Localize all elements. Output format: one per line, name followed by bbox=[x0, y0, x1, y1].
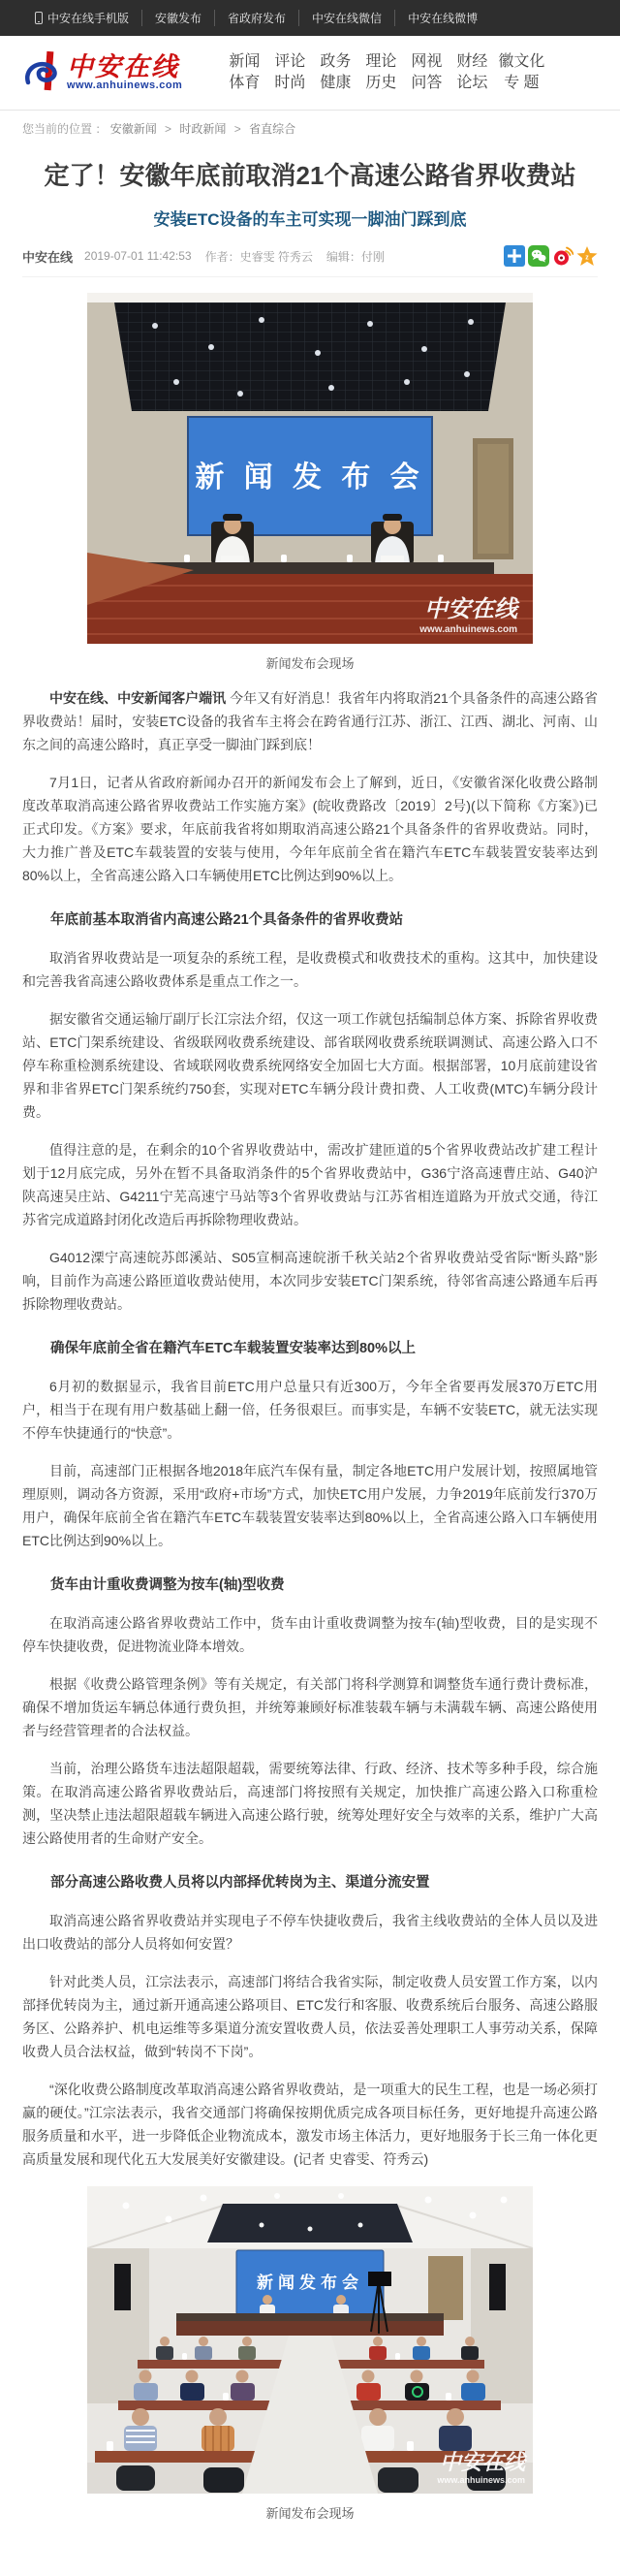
logo-title: 中安在线 bbox=[67, 52, 179, 81]
article-paragraph: 当前，治理公路货车违法超限超载，需要统筹法律、行政、经济、技术等多种手段，综合施策。在取消高速公路省界收费站后，高速部门将按照有关规定，加快推广高速公路入口称重检测，坚决禁止违法超限超载车辆进入高速公路行驶，统筹处理好安全与效率的关系，维护广大高速公路使用者的生命财产安全。 bbox=[22, 1761, 598, 1846]
site-header bbox=[22, 36, 598, 110]
topbar-link-label: 中安在线手机版 bbox=[47, 12, 130, 25]
nav-item-news-sports[interactable]: 新闻 体育 bbox=[229, 53, 261, 91]
source-label: 中安在线 bbox=[22, 249, 74, 265]
breadcrumb-label: 您当前的位置 ： bbox=[22, 122, 108, 136]
article-paragraph: 取消省界收费站是一项复杂的系统工程，是收费模式和收费技术的重构。这其中，加快建设和完善我省高速公路收费体系是重点工作之一。 bbox=[22, 950, 598, 989]
main-nav bbox=[223, 51, 549, 94]
photo-watermark bbox=[418, 596, 520, 635]
nav-item-finance-forum[interactable]: 财经 论坛 bbox=[456, 53, 488, 91]
svg-text:www.anhuinews.com: www.anhuinews.com bbox=[419, 624, 517, 635]
site-logo[interactable] bbox=[22, 49, 182, 96]
svg-text:www.anhuinews.com: www.anhuinews.com bbox=[437, 2475, 525, 2485]
photo-watermark-2 bbox=[436, 2450, 528, 2485]
logo-swoosh-icon bbox=[22, 49, 63, 96]
article-paragraph: G4012溧宁高速皖苏郎溪站、S05宣桐高速皖浙千秋关站2个省界收费站受省际“断头路”影响，目前作为高速公路匝道收费站使用，本次同步安装ETC门架系统，待邻省高速公路通车后再拆除物理收费站。 bbox=[22, 1250, 598, 1312]
article-paragraph: “深化收费公路制度改革取消高速公路省界收费站，是一项重大的民生工程，也是一场必须打赢的硬仗。”江宗法表示，我省交通部门将确保按期优质完成各项目标任务，更好地提升高速公路服务质量和水平，进一步降低企业物流成本，激发市场主体活力，更好地服务于长三角一体化更高质量发展和现代化五大发展美好安徽建设。(记者 史睿雯、符秀云) bbox=[22, 2082, 598, 2167]
nav-item-comment-fashion[interactable]: 评论 时尚 bbox=[274, 53, 306, 91]
share-bar bbox=[501, 245, 598, 267]
section-heading: 确保年底前全省在籍汽车ETC车载装置安装率达到80%以上 bbox=[50, 1341, 417, 1356]
page-title: 定了！安徽年底前取消21个高速公路省界收费站 bbox=[44, 161, 576, 190]
press-conference-figure-1 bbox=[22, 293, 598, 672]
article-paragraph: 取消高速公路省界收费站并实现电子不停车快捷收费后，我省主线收费站的全体人员以及进出口收费站的部分人员将如何安置？ bbox=[22, 1913, 598, 1952]
nav-item-theory-history[interactable]: 理论 历史 bbox=[365, 53, 397, 91]
nav-item-culture-special[interactable]: 徽文化 专 题 bbox=[498, 53, 545, 91]
nav-item-video-qa[interactable]: 网视 问答 bbox=[411, 53, 443, 91]
press-conference-figure-2 bbox=[22, 2186, 598, 2522]
svg-text:z: z bbox=[585, 254, 589, 262]
screen-banner-text-2: 新闻发布会 bbox=[257, 2274, 363, 2292]
breadcrumb: 您当前的位置 ： 安徽新闻 > 时政新闻 > 省直综合 bbox=[22, 122, 296, 136]
publish-datetime: 2019-07-01 11:42:53 bbox=[84, 249, 192, 263]
article-paragraphs bbox=[22, 686, 598, 2171]
article-paragraph: 针对此类人员，江宗法表示，高速部门将结合我省实际，制定收费人员安置工作方案，以内部择优转岗为主，通过新开通高速公路项目、ETC发行和客服、收费系统后台服务、高速公路服务区、公路养护、机电运维等多渠道分流安置收费人员，依法妥善处理职工人事劳动关系，保障收费人员合法权益，做到“转岗不下岗”。 bbox=[22, 1974, 598, 2059]
share-more-icon[interactable] bbox=[504, 245, 525, 267]
article-paragraph: 7月1日，记者从省政府新闻办召开的新闻发布会上了解到，近日，《安徽省深化收费公路制度改革取消高速公路省界收费站工作实施方案》(皖收费路改〔2019〕2号)(以下简称《方案》)已正式印发。《方案》要求，年底前我省将如期取消高速公路21个具备条件的省界收费站。同时，大力推广普及ETC车载装置的安装与使用，今年年底前全省在籍汽车ETC车载装置安装率达到80%以上，全省高速公路入口车辆使用ETC比例达到90%以上。 bbox=[22, 775, 598, 883]
svg-text:中安在线: 中安在线 bbox=[424, 596, 517, 622]
breadcrumb-link-politics-news[interactable]: 时政新闻 bbox=[179, 122, 227, 136]
article-paragraph: 据安徽省交通运输厅副厅长江宗法介绍，仅这一项工作就包括编制总体方案、拆除省界收费站、ETC门架系统建设、省级联网收费系统建设、部省联网收费系统联调测试、高速公路入口不停车称重检测系统建设、省域联网收费系统网络安全加固七大方面。根据部署，10月底前建设省界和非省界ETC门架系统约750套，实现对ETC车辆分段计费扣费、人工收费(MTC)车辆分段计费。 bbox=[22, 1011, 598, 1120]
author-label: 作者：史睿雯 符秀云 bbox=[204, 249, 313, 264]
article-paragraph: 目前，高速部门正根据各地2018年底汽车保有量，制定各地ETC用户发展计划，按照属地管理原则，调动各方资源，采用“政府+市场”方式，加快ETC用户发展，力争2019年底前发行370万用户，确保年底前全省在籍汽车ETC车载装置安装率达到80%以上，全省高速公路入口车辆使用ETC比例达到90%以上。 bbox=[22, 1463, 598, 1548]
article-paragraph: 6月初的数据显示，我省目前ETC用户总量只有近300万，今年全省要再发展370万ETC用户，相当于在现有用户数基础上翻一倍，任务很艰巨。而事实是，车辆不安装ETC，就无法实现不停车快捷通行的“快意”。 bbox=[22, 1379, 598, 1441]
nav-item-gov-health[interactable]: 政务 健康 bbox=[320, 53, 352, 91]
article-body bbox=[22, 293, 598, 2551]
press-conference-photo-2 bbox=[87, 2186, 533, 2494]
photo-caption: 新闻发布会现场 bbox=[265, 2506, 355, 2521]
article-paragraph: 在取消高速公路省界收费站工作中，货车由计重收费调整为按车(轴)型收费，目的是实现不停车快捷收费，促进物流业降本增效。 bbox=[22, 1615, 598, 1654]
article-subtitle: 安装ETC设备的车主可实现一脚油门踩到底 bbox=[153, 210, 467, 229]
topbar-link-gov-fabu[interactable]: 省政府发布 bbox=[214, 10, 298, 26]
logo-url: www.anhuinews.com bbox=[67, 80, 183, 91]
article-paragraph: 中安在线、中安新闻客户端讯 今年又有好消息！我省年内将取消21个具备条件的高速公路省界收费站！届时，安装ETC设备的我省车主将会在跨省通行江苏、浙江、江西、湖北、河南、山东之间的高速公路时，真正享受一脚油门踩到底！ bbox=[22, 690, 598, 752]
topbar-link-anhui-fabu[interactable]: 安徽发布 bbox=[141, 10, 214, 26]
lead-source-prefix: 中安在线、中安新闻客户端讯 bbox=[49, 690, 227, 706]
topbar-link-mobile[interactable] bbox=[22, 10, 141, 26]
svg-text:中安在线: 中安在线 bbox=[439, 2450, 525, 2474]
weibo-icon[interactable] bbox=[552, 245, 574, 267]
photo-caption: 新闻发布会现场 bbox=[265, 656, 355, 671]
section-heading: 部分高速公路收费人员将以内部择优转岗为主、渠道分流安置 bbox=[50, 1875, 430, 1891]
section-heading: 货车由计重收费调整为按车(轴)型收费 bbox=[50, 1577, 285, 1593]
article-paragraph: 值得注意的是，在剩余的10个省界收费站中，需改扩建匝道的5个省界收费站改扩建工程计划于12月底完成，另外在暂不具备取消条件的5个省界收费站中，G36宁洛高速曹庄站、G40沪陕高速吴庄站、G4211宁芜高速宁马站等3个省界收费站与江苏省相连道路为开放式交通，待江苏省完成道路封闭化改造后再拆除物理收费站。 bbox=[22, 1142, 598, 1227]
breadcrumb-link-anhui-news[interactable]: 安徽新闻 bbox=[109, 122, 157, 136]
phone-icon bbox=[35, 12, 43, 24]
screen-banner-text: 新 闻 发 布 会 bbox=[195, 461, 425, 493]
qzone-star-icon[interactable] bbox=[576, 245, 598, 267]
section-heading: 年底前基本取消省内高速公路21个具备条件的省界收费站 bbox=[50, 912, 404, 928]
topbar bbox=[0, 0, 620, 36]
article-paragraph: 根据《收费公路管理条例》等有关规定，有关部门将科学测算和调整货车通行费计费标准，确保不增加货运车辆总体通行费负担，并统筹兼顾好标准装载车辆与未满载车辆、高速公路使用者与经营管理者的合法权益。 bbox=[22, 1676, 598, 1738]
topbar-link-weibo[interactable]: 中安在线微博 bbox=[394, 10, 490, 26]
article-meta bbox=[22, 238, 598, 277]
editor-label: 编辑：付刚 bbox=[326, 249, 385, 264]
breadcrumb-link-province-general[interactable]: 省直综合 bbox=[249, 122, 296, 136]
topbar-link-wechat[interactable]: 中安在线微信 bbox=[298, 10, 394, 26]
article-head bbox=[22, 158, 598, 277]
press-conference-photo-1 bbox=[87, 293, 533, 644]
wechat-icon[interactable] bbox=[528, 245, 549, 267]
